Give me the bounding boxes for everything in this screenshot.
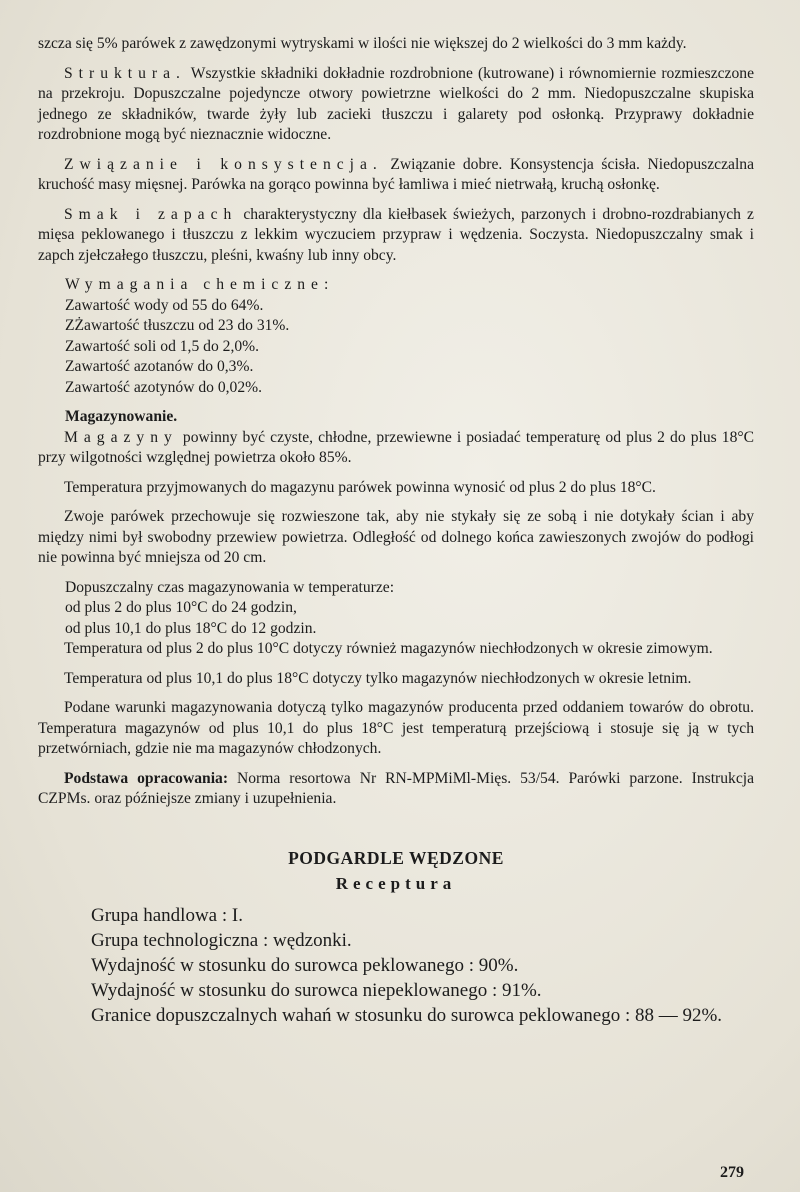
basis-label: Podstawa opracowania:: [64, 769, 229, 787]
page-content: [38, 34, 754, 1028]
storage-label: Magazyny: [64, 428, 178, 446]
paragraph-storage-1: [38, 428, 754, 469]
zwiazanie-text: Związanie dobre. Konsystencja ścisła. Niedopuszczalna kruchość masy mięsnej. Parówka na gorąco powinna być łamliwa i mieć nietrwałą, kruchą osłonkę.: [38, 155, 754, 193]
storage-text: powinny być czyste, chłodne, przewiewne i posiadać temperaturę od plus 2 do plus 18°C przy wilgotności względnej powietrza około 85%.: [38, 428, 754, 466]
chemical-item: ZŻawartość tłuszczu od 23 do 31%.: [65, 317, 290, 334]
paragraph-storage-5: Temperatura od plus 2 do plus 10°C dotyczy również magazynów niechłodzonych w okresie zimowym.: [64, 640, 713, 657]
smak-text: charakterystyczny dla kiełbasek świeżych, parzonych i drobno-rozdrabianych z mięsa peklowanego i tłuszczu z lekkim wyczuciem przypraw i wędzenia. Soczysta. Niedopuszczalny smak i zapch zjełczałego tłuszczu, pleśni, kwaśny lub inny obcy.: [38, 205, 754, 264]
struktura-text: Wszystkie składniki dokładnie rozdrobnione (kutrowane) i równomiernie rozmieszczone na przekroju. Dopuszczalne pojedyncze otwory powietrzne wielkości do 2 mm. Niedopuszczalne skupiska jednego ze składników, twarde żyły lub zacieki tłuszczu i galarety pod osłonką. Przyprawy dokładnie rozdrobnione mogą być nieznacznie widoczne.: [38, 64, 754, 143]
recipe-block: [38, 903, 754, 1028]
chemical-item: Zawartość wody od 55 do 64%.: [65, 296, 264, 314]
storage-heading: Magazynowanie.: [65, 408, 178, 425]
smak-label: Smak i zapach: [64, 205, 238, 223]
paragraph-storage-3: Zwoje parówek przechowuje się rozwieszone tak, aby nie stykały się ze sobą i nie dotykały ścian i aby między nimi był swobodny przewiew powietrza. Odległość od dolnego końca zawieszonych zwojów do podłogi nie powinna być mniejsza od 20 cm.: [38, 508, 754, 566]
paragraph-basis: [38, 769, 754, 810]
storage-times: [38, 578, 754, 640]
paragraph-struktura: [38, 64, 754, 146]
storage-time-item: od plus 10,1 do plus 18°C do 12 godzin.: [65, 619, 317, 637]
struktura-label: Struktura.: [64, 64, 186, 82]
paragraph-zwiazanie: [38, 155, 754, 196]
recipe-line: Wydajność w stosunku do surowca niepeklowanego : 91%.: [91, 979, 542, 1001]
chemical-heading: Wymagania chemiczne:: [65, 276, 335, 293]
page-number: 279: [720, 1164, 744, 1181]
basis-text: Norma resortowa Nr RN-MPMiMl-Mięs. 53/54. Parówki parzone. Instrukcja CZPMs. oraz późniejsze zmiany i uzupełnienia.: [38, 769, 754, 807]
recipe-line: Granice dopuszczalnych wahań w stosunku do surowca peklowanego : 88 — 92%.: [91, 1004, 723, 1026]
section-title: PODGARDLE WĘDZONE: [288, 847, 504, 868]
paragraph-storage-2: Temperatura przyjmowanych do magazynu parówek powinna wynosić od plus 2 do plus 18°C.: [64, 478, 656, 496]
recipe-line: Grupa technologiczna : wędzonki.: [91, 929, 352, 951]
paragraph-intro: szcza się 5% parówek z zawędzonymi wytryskami w ilości nie większej do 2 wielkości do 3 mm każdy.: [38, 35, 687, 52]
paragraph-smak: [38, 205, 754, 267]
chemical-item: Zawartość soli od 1,5 do 2,0%.: [65, 337, 260, 355]
zwiazanie-label: Związanie i konsystencja.: [64, 155, 383, 173]
chemical-item: Zawartość azotanów do 0,3%.: [65, 358, 254, 375]
recipe-line: Grupa handlowa : I.: [91, 904, 243, 926]
chemical-requirements: [38, 275, 754, 398]
paragraph-storage-7: Podane warunki magazynowania dotyczą tylko magazynów producenta przed oddaniem towarów do obrotu. Temperatura magazynów od plus 10,1 do plus 18°C jest temperaturą przejściową i stosuje się ją w tych przetwórniach, gdzie nie ma magazynów chłodzonych.: [38, 699, 754, 757]
recipe-line: Wydajność w stosunku do surowca peklowanego : 90%.: [91, 954, 519, 976]
chemical-item: Zawartość azotynów do 0,02%.: [65, 378, 263, 396]
paragraph-storage-6: Temperatura od plus 10,1 do plus 18°C dotyczy tylko magazynów niechłodzonych w okresie letnim.: [64, 669, 692, 687]
storage-time-item: od plus 2 do plus 10°C do 24 godzin,: [65, 599, 297, 616]
section-subtitle: Receptura: [335, 874, 457, 893]
storage-times-heading: Dopuszczalny czas magazynowania w temperaturze:: [65, 578, 395, 596]
